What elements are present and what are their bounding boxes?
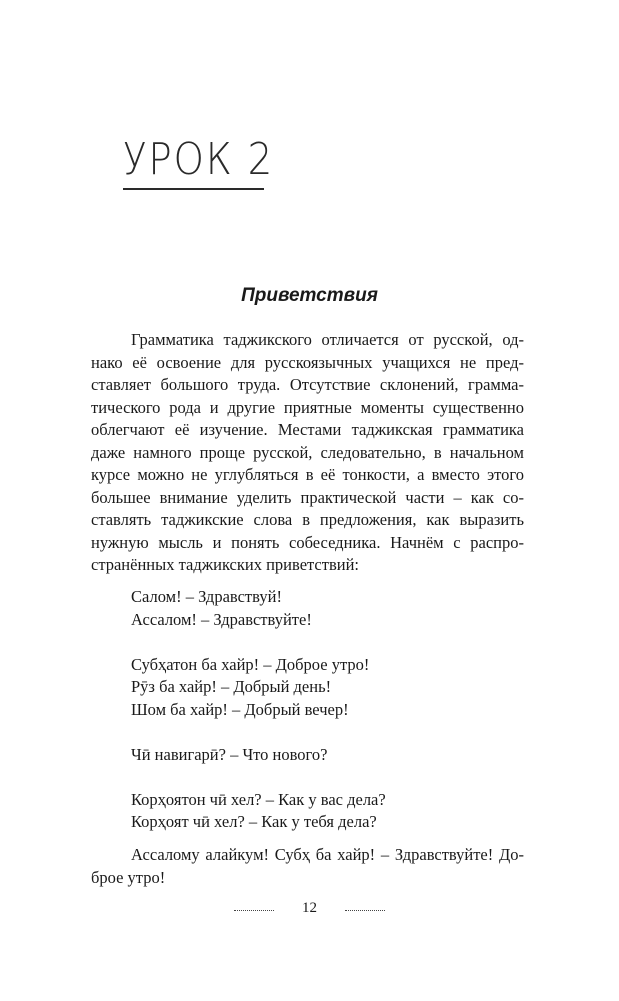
phrase-line: Корҳоят чӣ хел? – Как у тебя дела? xyxy=(131,812,377,831)
phrase-group xyxy=(131,744,386,767)
footer-dots-right xyxy=(345,910,385,911)
phrase-group xyxy=(131,586,386,631)
paragraph-line: даже намного проще русской, следовательно, в начальном xyxy=(91,442,524,462)
footer-dots-left xyxy=(234,910,274,911)
paragraph-line: странённых таджикских приветствий: xyxy=(91,555,360,574)
phrase-line: Ассалом! – Здравствуйте! xyxy=(131,609,312,629)
section-heading: Приветствия xyxy=(241,285,378,306)
phrase-line: Чӣ навигарӣ? – Что нового? xyxy=(131,744,328,764)
intro-paragraph xyxy=(91,329,524,577)
phrase-line: Корҳоятон чӣ хел? – Как у вас дела? xyxy=(131,789,386,809)
paragraph-line: ставлять таджикские слова в предложения, как выразить xyxy=(91,510,524,529)
closing-paragraph xyxy=(91,844,524,889)
closing-line: брое утро! xyxy=(91,867,166,887)
paragraph-line: Грамматика таджикского отличается от русской, од- xyxy=(131,330,524,349)
phrase-line: Субҳатон ба хайр! – Доброе утро! xyxy=(131,654,370,674)
phrase-group xyxy=(131,654,386,722)
phrase-line: Рӯз ба хайр! – Добрый день! xyxy=(131,677,332,696)
lesson-title-underline xyxy=(123,188,264,190)
page-number: 12 xyxy=(302,900,317,916)
paragraph-line: курсе можно не углубляться в её тонкости, а вместо этого xyxy=(91,465,524,484)
paragraph-line: облегчают её изучение. Местами таджикская грамматика xyxy=(91,420,524,439)
paragraph-line: тического рода и другие приятные моменты существенно xyxy=(91,397,524,417)
page-footer xyxy=(0,897,619,919)
phrase-group xyxy=(131,789,386,834)
paragraph-line: нако её освоение для русскоязычных учащихся не пред- xyxy=(91,352,524,372)
paragraph-line: большее внимание уделить практической части – как со- xyxy=(91,487,524,507)
paragraph-line: нужную мысль и понять собеседника. Начнём с распро- xyxy=(91,532,524,552)
paragraph-line: ставляет большого труда. Отсутствие склонений, грамма- xyxy=(91,375,524,394)
lesson-title: УРОК 2 xyxy=(123,134,275,185)
greeting-phrases xyxy=(131,586,386,856)
closing-line: Ассалому алайкум! Субҳ ба хайр! – Здравствуйте! До- xyxy=(131,845,524,864)
phrase-line: Шом ба хайр! – Добрый вечер! xyxy=(131,699,349,719)
phrase-line: Салом! – Здравствуй! xyxy=(131,587,282,606)
